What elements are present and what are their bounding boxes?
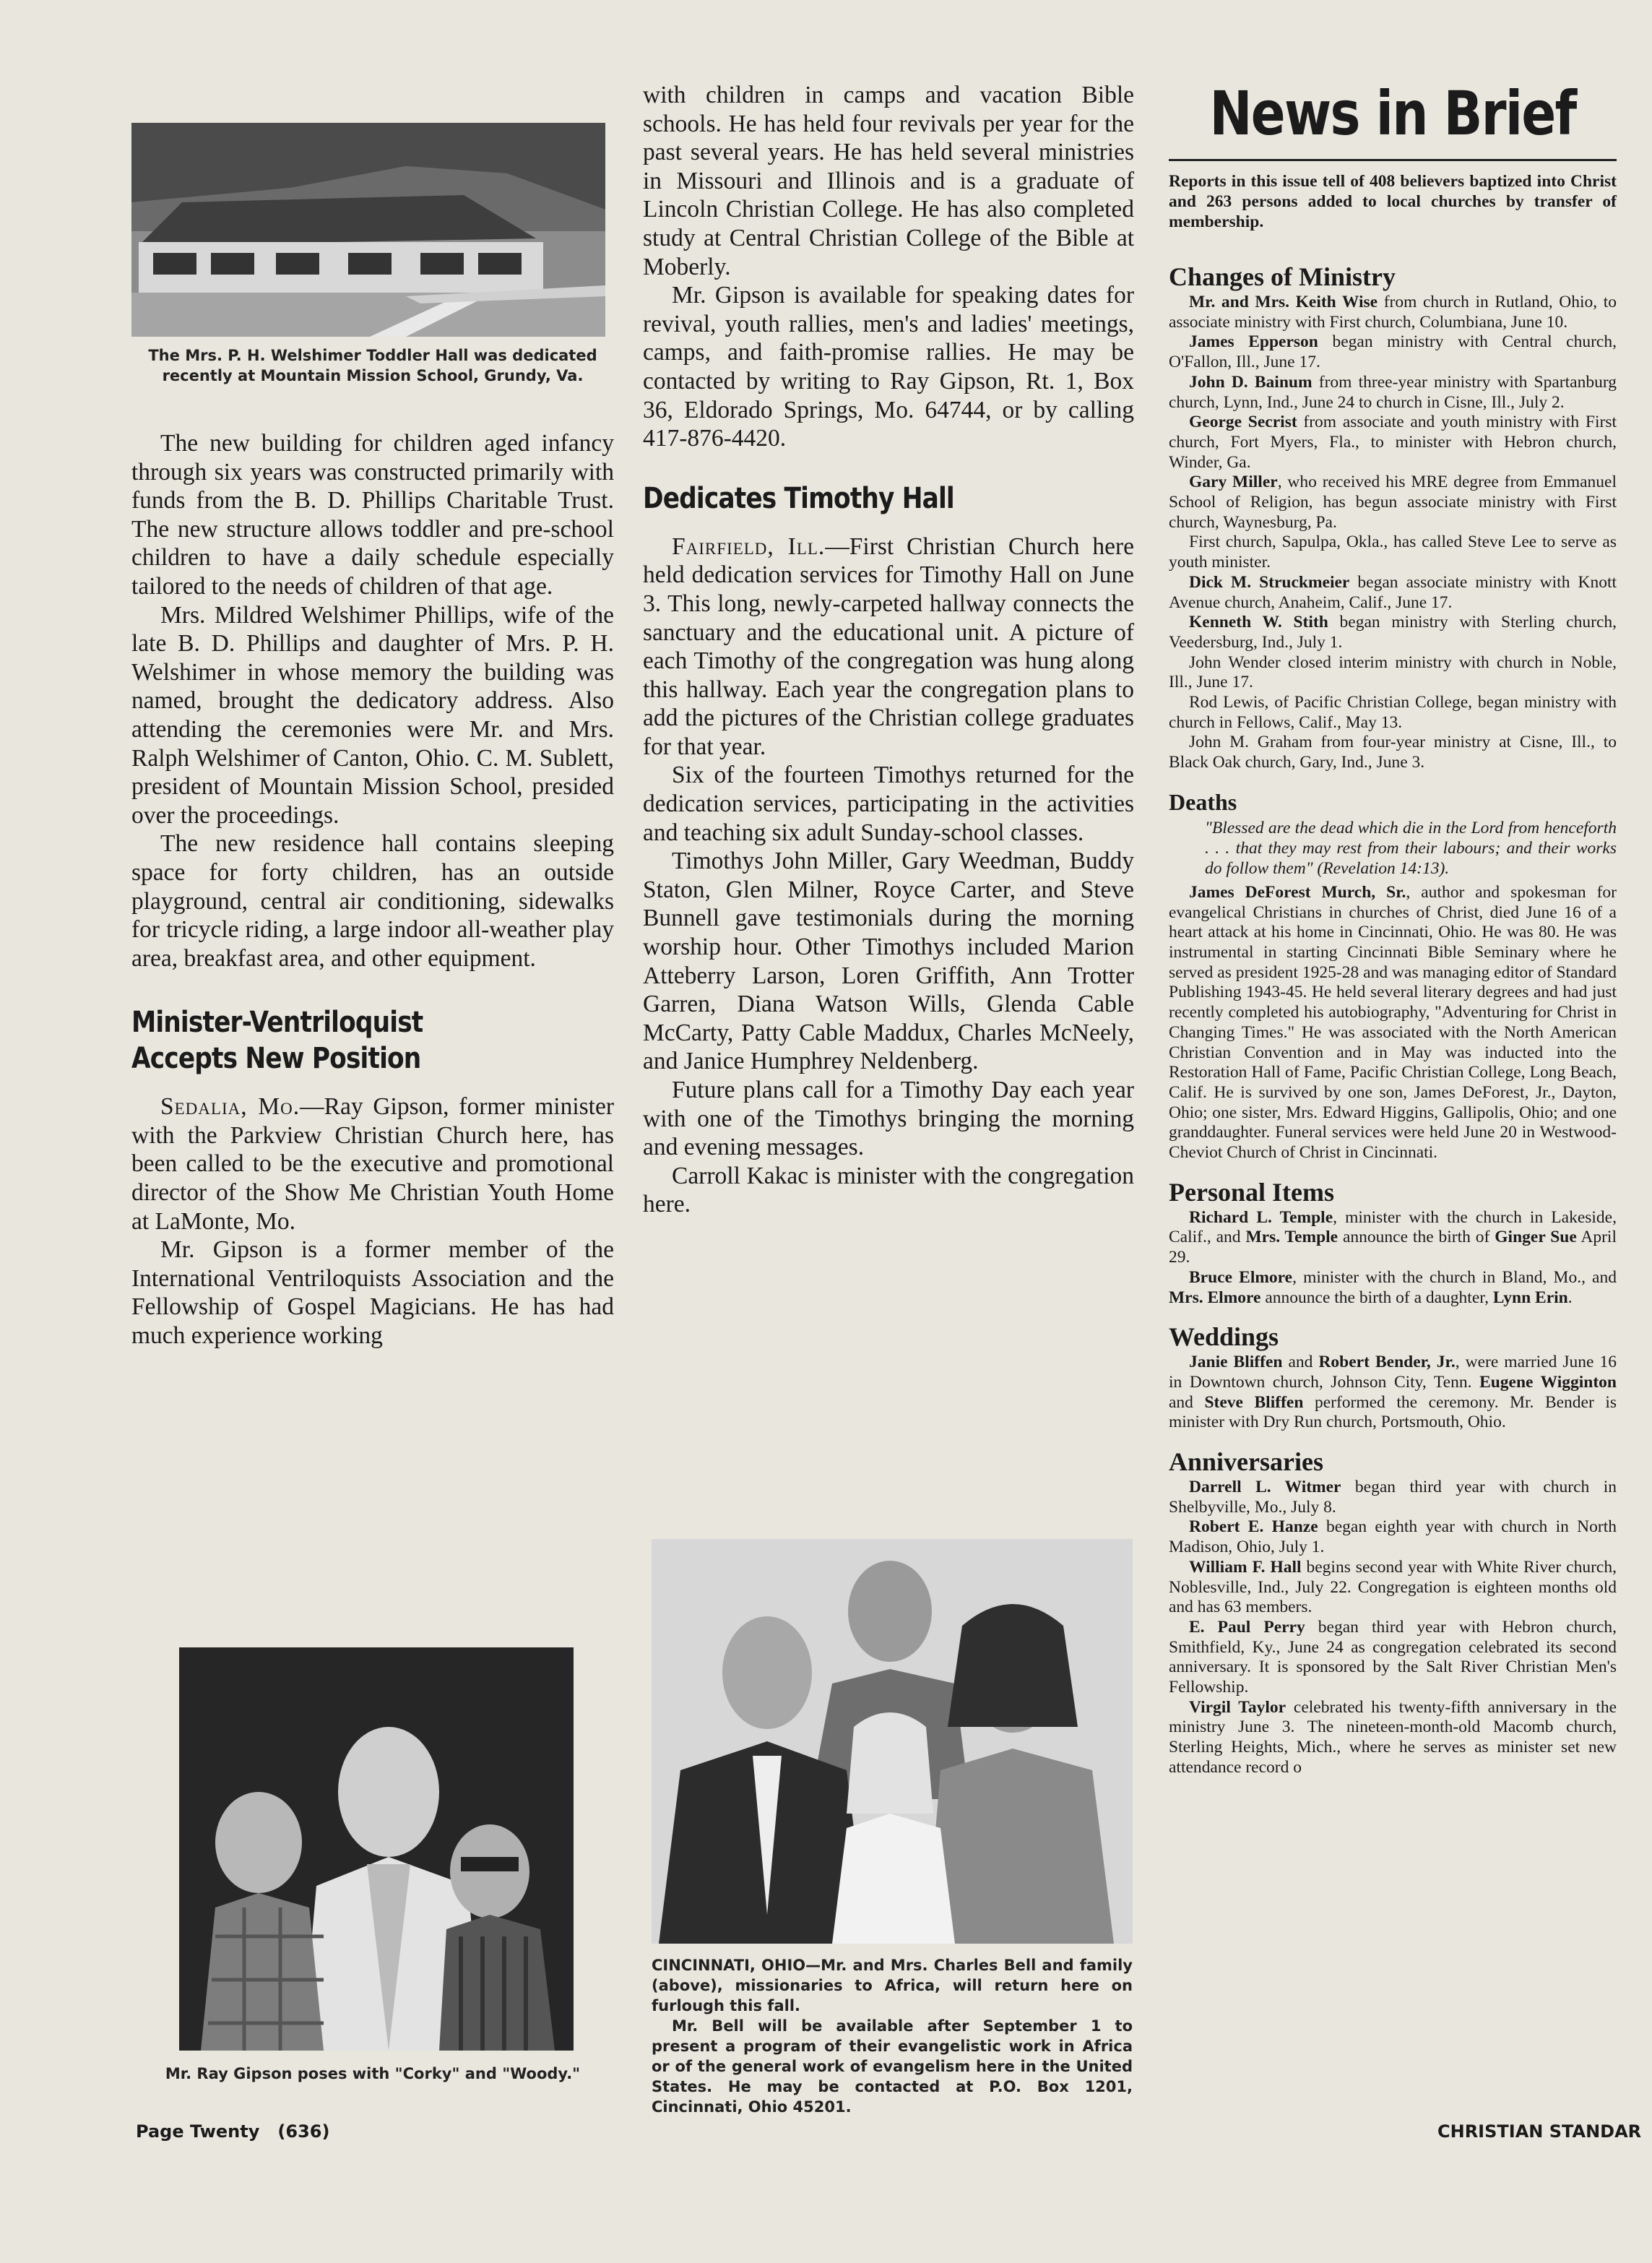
changes-heading: Changes of Ministry bbox=[1169, 262, 1396, 291]
paragraph: Mrs. Mildred Welshimer Phillips, wife of the late B. D. Phillips and daughter of Mrs. P. H. Welshimer in whose memory the building was named, brought the dedicatory address. Also attending the ceremonies were Mr. and Mrs. Ralph Welshimer of Canton, Ohio. C. M. Sublett, president of Mountain Mission School, presided over the proceedings. bbox=[131, 601, 614, 829]
list-item: Virgil Taylor celebrated his twenty-fifth anniversary in the ministry June 3. The nineteen-month-old Macomb church, Sterling Heights, Mich., where he serves as minister set new attendance record o bbox=[1169, 1697, 1617, 1777]
toddler-hall-photo bbox=[131, 123, 605, 337]
family-illustration bbox=[652, 1539, 1133, 1944]
paragraph: —Ray Gipson, former minister with the Parkview Christian Church here, has been called to be the executive and promotional director of the Show Me Christian Youth Home at LaMonte, Mo. bbox=[131, 1093, 614, 1235]
list-item: John M. Graham from four-year ministry at Cisne, Ill., to Black Oak church, Gary, Ind., June 3. bbox=[1169, 733, 1617, 772]
ventriloquist-illustration bbox=[179, 1647, 574, 2051]
list-item: Gary Miller, who received his MRE degree from Emmanuel School of Religion, has begun associate ministry with First church, Waynesburg, Pa. bbox=[1169, 473, 1617, 532]
list-item: Kenneth W. Stith began ministry with Sterling church, Veedersburg, Ind., July 1. bbox=[1169, 613, 1617, 652]
weddings-heading: Weddings bbox=[1169, 1322, 1279, 1352]
caption-line: Mr. Bell will be available after September 1 to present a program of their evangelistic work in Africa or of the general work of evangelism here in the United States. He may be contacted at P.O. Box 1201, Cincinnati, Ohio 45201. bbox=[652, 2017, 1133, 2116]
column-middle bbox=[643, 81, 1134, 2116]
bell-family-caption bbox=[652, 1955, 1133, 2117]
list-item: James DeForest Murch, Sr., author and spokesman for evangelical Christians in churches of Christ, died June 16 of a heart attack at his home in Cincinnati, Ohio. He was 80. He was instrumental in starting Cincinnati Bible Seminary where he served as president 1925-28 and was managing editor of Standard Publishing 1943-45. He held several literary degrees and had just recently completed his autobiography, "Adventuring for Christ in Changing Times." He was associated with the North American Christian Convention and in May was inducted into the Restoration Hall of Fame, Pacific Christian College, Long Beach, Calif. He is survived by one son, James DeForest, Jr., Dayton, Ohio; one sister, Mrs. Edward Higgins, Gallipolis, Ohio; and one granddaughter. Funeral services were held June 20 in Westwood-Cheviot Church of Christ in Cincinnati. bbox=[1169, 882, 1617, 1163]
dateline: Sedalia, Mo. bbox=[160, 1093, 300, 1121]
title-rule bbox=[1169, 159, 1617, 161]
paragraph: with children in camps and vacation Bible schools. He has held four revivals per year for the past several years. He has held several ministries in Missouri and Illinois and is a graduate of Lincoln Christian College. He has also completed study at Central Christian College of the Bible at Moberly. bbox=[643, 82, 1134, 280]
page-number: Page Twenty (636) bbox=[136, 2121, 330, 2142]
list-item: John Wender closed interim ministry with church in Noble, Ill., June 17. bbox=[1169, 652, 1617, 692]
dateline: Fairfield, Ill. bbox=[672, 533, 826, 560]
list-item: Robert E. Hanze began eighth year with church in North Madison, Ohio, July 1. bbox=[1169, 1517, 1617, 1557]
changes-list bbox=[1169, 293, 1617, 773]
list-item: Darrell L. Witmer began third year with church in Shelbyville, Mo., July 8. bbox=[1169, 1478, 1617, 1517]
headline-line: Accepts New Position bbox=[131, 1042, 421, 1076]
list-item: Rod Lewis, of Pacific Christian College, began ministry with church in Fellows, Calif., May 13. bbox=[1169, 693, 1617, 732]
headline-line: Minister-Ventriloquist bbox=[131, 1006, 423, 1040]
ventriloquist-headline bbox=[131, 1004, 614, 1077]
paragraph: Mr. Gipson is available for speaking dates for revival, youth rallies, men's and ladies' meetings, camps, and faith-promise rallies. He may be contacted by writing to Ray Gipson, Rt. 1, Box 36, Eldorado Springs, Mo. 64744, or by calling 417-876-4420. bbox=[643, 282, 1134, 452]
paragraph: —First Christian Church here held dedication services for Timothy Hall on June 3. This long, newly-carpeted hallway connects the sanctuary and the educational unit. A picture of each Timothy of the congregation was hung along this hallway. Each year the congregation plans to add the pictures of the Christian college graduates for that year. bbox=[643, 533, 1134, 760]
gipson-caption: Mr. Ray Gipson poses with "Corky" and "Woody." bbox=[165, 2065, 581, 2082]
magazine-name: CHRISTIAN STANDAR bbox=[1437, 2121, 1642, 2142]
paragraph: Timothys John Miller, Gary Weedman, Buddy Staton, Glen Milner, Royce Carter, and Steve Bunnell gave testimonials during the morning worship hour. Other Timothys included Marion Atteberry Larson, Loren Griffith, Ann Trotter Garren, Diana Watson Wills, Glenda Cable McCarty, Patty Cable Maddux, Charles McNeely, and Janice Humphrey Neldenberg. bbox=[643, 848, 1134, 1075]
list-item: Mr. and Mrs. Keith Wise from church in Rutland, Ohio, to associate ministry with First church, Columbiana, June 10. bbox=[1169, 293, 1617, 332]
paragraph: Carroll Kakac is minister with the congregation here. bbox=[643, 1162, 1134, 1218]
gipson-photo bbox=[179, 1647, 574, 2051]
list-item: George Secrist from associate and youth ministry with First church, Fort Myers, Fla., to minister with Hebron church, Winder, Ga. bbox=[1169, 413, 1617, 472]
list-item: Richard L. Temple, minister with the church in Lakeside, Calif., and Mrs. Temple announce the birth of Ginger Sue April 29. bbox=[1169, 1207, 1617, 1267]
paragraph: Six of the fourteen Timothys returned for the dedication services, participating in the activities and teaching six adult Sunday-school classes. bbox=[643, 762, 1134, 846]
deaths-quote: "Blessed are the dead which die in the Lord from henceforth . . . that they may rest from their labours; and their works do follow them" (Revelation 14:13). bbox=[1205, 818, 1617, 878]
paragraph: Mr. Gipson is a former member of the International Ventriloquists Association and the Fellowship of Gospel Magicians. He has had much experience working bbox=[131, 1236, 614, 1350]
ventriloquist-article bbox=[131, 1092, 614, 1350]
bell-family-photo bbox=[652, 1539, 1133, 1944]
timothy-hall-headline: Dedicates Timothy Hall bbox=[643, 481, 954, 515]
list-item: William F. Hall begins second year with White River church, Noblesville, Ind., July 22. Congregation is eighteen months old and has 63 members. bbox=[1169, 1557, 1617, 1617]
list-item: First church, Sapulpa, Okla., has called Steve Lee to serve as youth minister. bbox=[1169, 533, 1617, 572]
toddler-hall-caption: The Mrs. P. H. Welshimer Toddler Hall was dedicated recently at Mountain Mission School, Grundy, Va. bbox=[148, 347, 597, 384]
caption-line: CINCINNATI, OHIO—Mr. and Mrs. Charles Bell and family (above), missionaries to Africa, will return here on furlough this fall. bbox=[652, 1957, 1133, 2014]
toddler-hall-article bbox=[131, 429, 614, 973]
news-in-brief-title: News in Brief bbox=[1209, 78, 1576, 149]
timothy-hall-article bbox=[643, 533, 1134, 1219]
news-intro: Reports in this issue tell of 408 believers baptized into Christ and 263 persons added to local churches by transfer of membership. bbox=[1169, 172, 1617, 231]
list-item: Dick M. Struckmeier began associate ministry with Knott Avenue church, Anaheim, Calif., June 17. bbox=[1169, 572, 1617, 612]
list-item: E. Paul Perry began third year with Hebron church, Smithfield, Ky., June 24 as congregation celebrated its second anniversary. It is sponsored by the Salt River Christian Men's Fellowship. bbox=[1169, 1617, 1617, 1697]
list-item: John D. Bainum from three-year ministry with Spartanburg church, Lynn, Ind., June 24 to church in Cisne, Ill., July 2. bbox=[1169, 372, 1617, 412]
personal-heading: Personal Items bbox=[1169, 1177, 1334, 1207]
paragraph: Future plans call for a Timothy Day each year with one of the Timothys bringing the morning and evening messages. bbox=[643, 1077, 1134, 1161]
column-left bbox=[131, 123, 614, 2082]
paragraph: The new building for children aged infancy through six years was constructed primarily with funds from the B. D. Phillips Charitable Trust. The new structure allows toddler and pre-school children to have a daily schedule especially tailored to the needs of children of that age. bbox=[131, 430, 614, 600]
paragraph: The new residence hall contains sleeping space for forty children, has an outside playground, central air conditioning, sidewalks for tricycle riding, a large indoor all-weather play area, breakfast area, and other equipment. bbox=[131, 830, 614, 972]
building-illustration bbox=[131, 123, 605, 337]
deaths-heading: Deaths bbox=[1169, 788, 1237, 815]
list-item: Bruce Elmore, minister with the church in Bland, Mo., and Mrs. Elmore announce the birth of a daughter, Lynn Erin. bbox=[1169, 1267, 1617, 1307]
list-item: James Epperson began ministry with Central church, O'Fallon, Ill., June 17. bbox=[1169, 332, 1617, 372]
column-right bbox=[1169, 78, 1617, 1778]
list-item: Janie Bliffen and Robert Bender, Jr., were married June 16 in Downtown church, Johnson City, Tenn. Eugene Wigginton and Steve Bliffen performed the ceremony. Mr. Bender is minister with Dry Run church, Portsmouth, Ohio. bbox=[1169, 1353, 1617, 1432]
anniversaries-heading: Anniversaries bbox=[1169, 1447, 1323, 1477]
